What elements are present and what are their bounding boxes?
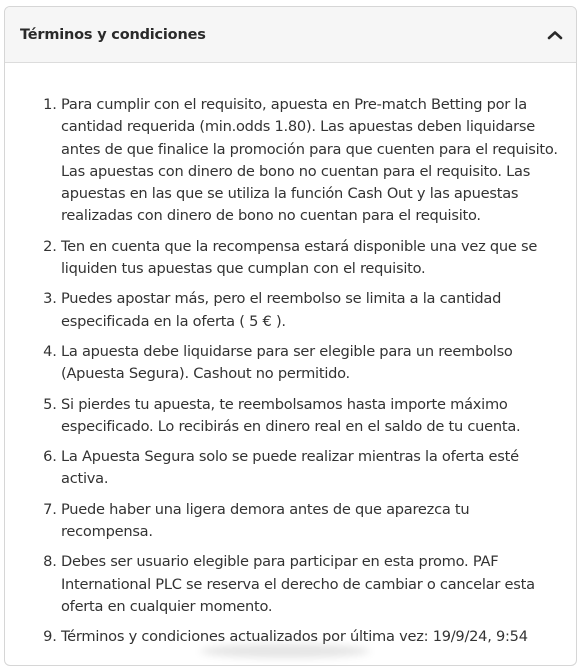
terms-item: 4. La apuesta debe liquidarse para ser elegible para un reembolso (Apuesta Segura). Cashout no permitido. (61, 341, 562, 386)
terms-title: Términos y condiciones (20, 27, 206, 43)
terms-item: 7. Puede haber una ligera demora antes de que aparezca tu recompensa. (61, 499, 562, 544)
terms-item: 9. Términos y condiciones actualizados por última vez: 19/9/24, 9:54 (61, 626, 562, 648)
chevron-up-icon[interactable] (546, 26, 564, 44)
terms-item: 3. Puedes apostar más, pero el reembolso se limita a la cantidad especificada en la oferta ( 5 € ). (61, 288, 562, 333)
terms-item: 1. Para cumplir con el requisito, apuesta en Pre-match Betting por la cantidad requerida (min.odds 1.80). Las apuestas deben liquidarse antes de que finalice la promoción para que cuenten para el requisito. Las apuestas con dinero de bono no cuentan para el requisito. Las apuestas en las que se utiliza la función Cash Out y las apuestas realizadas con dinero de bono no cuentan para el requisito. (61, 94, 562, 228)
scroll-shadow (200, 644, 370, 658)
terms-item: 6. La Apuesta Segura solo se puede realizar mientras la oferta esté activa. (61, 446, 562, 491)
terms-list (19, 94, 562, 649)
terms-accordion (4, 6, 577, 666)
terms-item: 5. Si pierdes tu apuesta, te reembolsamos hasta importe máximo especificado. Lo recibirás en dinero real en el saldo de tu cuenta. (61, 394, 562, 439)
terms-accordion-header[interactable] (5, 7, 576, 63)
terms-item: 2. Ten en cuenta que la recompensa estará disponible una vez que se liquiden tus apuestas que cumplan con el requisito. (61, 236, 562, 281)
terms-body (5, 63, 576, 649)
terms-item: 8. Debes ser usuario elegible para participar en esta promo. PAF International PLC se reserva el derecho de cambiar o cancelar esta oferta en cualquier momento. (61, 551, 562, 618)
